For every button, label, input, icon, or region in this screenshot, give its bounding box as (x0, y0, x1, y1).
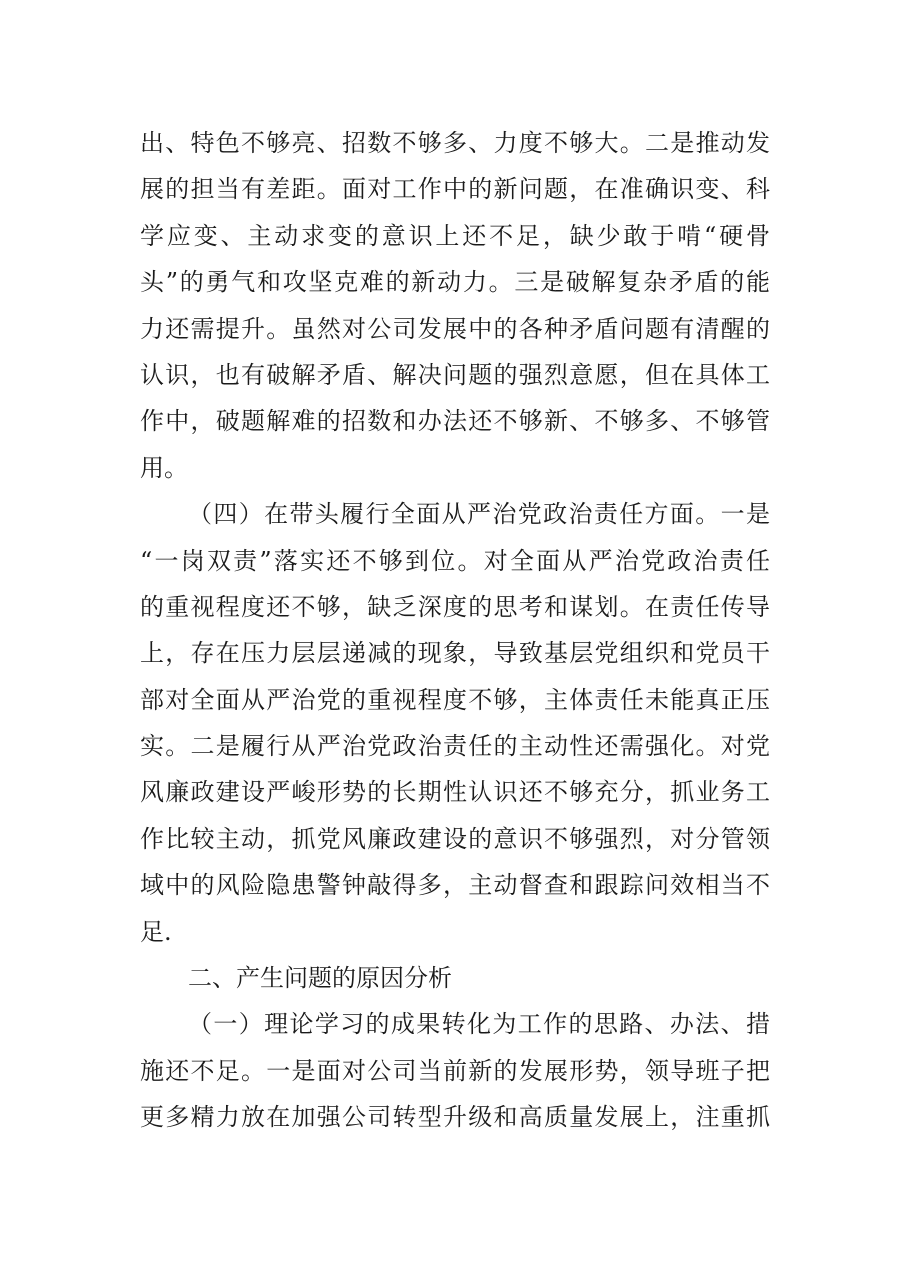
paragraph-line-6: 认识，也有破解矛盾、解决问题的强烈意愿，但在具体工 (140, 360, 770, 389)
section-four-heading-line: （四）在带头履行全面从严治党政治责任方面。一是 (188, 500, 770, 529)
paragraph-line-17: 域中的风险隐患警钟敲得多，主动督查和跟踪问效相当不 (140, 871, 770, 900)
paragraph-line-18: 足. (140, 917, 172, 946)
paragraph-line-10: “一岗双责”落实还不够到位。对全面从严治党政治责任 (140, 546, 770, 575)
paragraph-line-12: 上，存在压力层层递减的现象，导致基层党组织和党员干 (140, 639, 770, 668)
paragraph-line-7: 作中，破题解难的招数和办法还不够新、不够多、不够管 (140, 407, 770, 436)
paragraph-line-2: 展的担当有差距。面对工作中的新问题，在准确识变、科 (140, 175, 770, 204)
paragraph-line-15: 风廉政建设严峻形势的长期性认识还不够充分，抓业务工 (140, 778, 770, 807)
paragraph-line-5: 力还需提升。虽然对公司发展中的各种矛盾问题有清醒的 (140, 314, 770, 343)
paragraph-line-13: 部对全面从严治党的重视程度不够，主体责任未能真正压 (140, 685, 770, 714)
paragraph-line-3: 学应变、主动求变的意识上还不足，缺少敢于啃“硬骨 (140, 221, 770, 250)
paragraph-line-11: 的重视程度还不够，缺乏深度的思考和谋划。在责任传导 (140, 592, 770, 621)
paragraph-line-22: 更多精力放在加强公司转型升级和高质量发展上，注重抓 (140, 1103, 770, 1132)
paragraph-line-21: 施还不足。一是面对公司当前新的发展形势，领导班子把 (140, 1056, 770, 1085)
paragraph-line-14: 实。二是履行从严治党政治责任的主动性还需强化。对党 (140, 732, 770, 761)
subsection-one-heading-line: （一）理论学习的成果转化为工作的思路、办法、措 (188, 1010, 770, 1039)
section-heading-cause-analysis: 二、产生问题的原因分析 (188, 964, 452, 993)
paragraph-line-1: 出、特色不够亮、招数不够多、力度不够大。二是推动发 (140, 129, 770, 157)
paragraph-line-4: 头”的勇气和攻坚克难的新动力。三是破解复杂矛盾的能 (140, 268, 770, 297)
paragraph-line-16: 作比较主动，抓党风廉政建设的意识不够强烈，对分管领 (140, 824, 770, 853)
document-page (140, 120, 770, 1141)
paragraph-line-8: 用。 (140, 453, 188, 482)
